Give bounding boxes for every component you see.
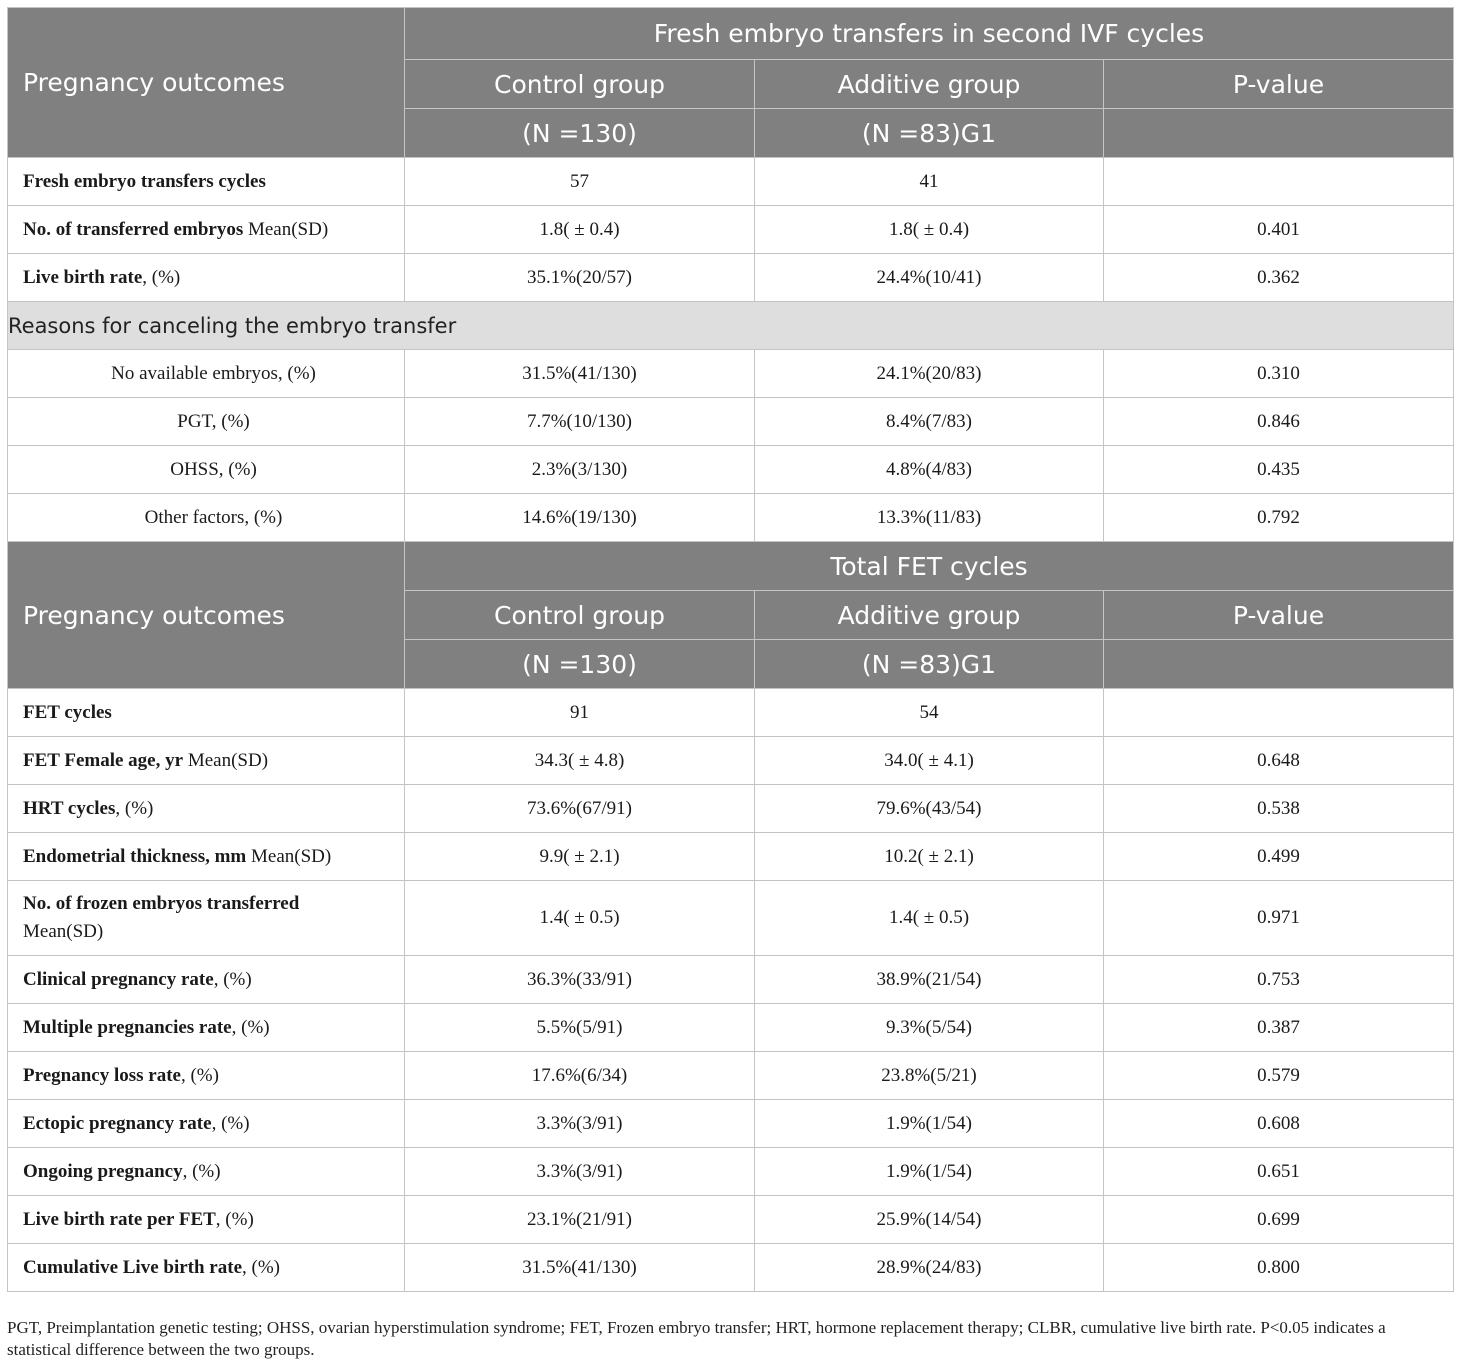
row-label: OHSS, (%) (8, 446, 405, 494)
row-label: No available embryos, (%) (8, 350, 405, 398)
row-label: HRT cycles, (%) (8, 785, 405, 833)
control-value: 3.3%(3/91) (405, 1148, 755, 1196)
control-value: 7.7%(10/130) (405, 398, 755, 446)
row-label: Multiple pregnancies rate, (%) (8, 1004, 405, 1052)
additive-value: 9.3%(5/54) (755, 1004, 1104, 1052)
control-value: 3.3%(3/91) (405, 1100, 755, 1148)
row-label: Cumulative Live birth rate, (%) (8, 1244, 405, 1292)
p-value: 0.435 (1104, 446, 1454, 494)
control-value: 36.3%(33/91) (405, 956, 755, 1004)
additive-value: 23.8%(5/21) (755, 1052, 1104, 1100)
table-row (8, 785, 1454, 833)
p-value: 0.608 (1104, 1100, 1454, 1148)
p-value (1104, 158, 1454, 206)
p-value: 0.800 (1104, 1244, 1454, 1292)
control-value: 34.3( ± 4.8) (405, 737, 755, 785)
control-value: 14.6%(19/130) (405, 494, 755, 542)
row-label: Pregnancy loss rate, (%) (8, 1052, 405, 1100)
table-row (8, 1004, 1454, 1052)
control-group-header: Control group (405, 60, 755, 109)
additive-value: 4.8%(4/83) (755, 446, 1104, 494)
control-value: 31.5%(41/130) (405, 1244, 755, 1292)
p-value: 0.499 (1104, 833, 1454, 881)
section-title: Reasons for canceling the embryo transfer (8, 302, 1454, 350)
p-value-n-blank (1104, 640, 1454, 689)
control-value: 73.6%(67/91) (405, 785, 755, 833)
section-row (8, 302, 1454, 350)
control-value: 5.5%(5/91) (405, 1004, 755, 1052)
p-value: 0.401 (1104, 206, 1454, 254)
control-value: 2.3%(3/130) (405, 446, 755, 494)
additive-value: 41 (755, 158, 1104, 206)
p-value: 0.648 (1104, 737, 1454, 785)
row-label: No. of transferred embryos Mean(SD) (8, 206, 405, 254)
row-label: FET Female age, yr Mean(SD) (8, 737, 405, 785)
table-row (8, 1148, 1454, 1196)
results-table (7, 7, 1454, 1292)
control-value: 9.9( ± 2.1) (405, 833, 755, 881)
row-label: PGT, (%) (8, 398, 405, 446)
table-row (8, 446, 1454, 494)
control-value: 57 (405, 158, 755, 206)
control-value: 91 (405, 689, 755, 737)
table-row (8, 254, 1454, 302)
additive-value: 8.4%(7/83) (755, 398, 1104, 446)
p-value: 0.699 (1104, 1196, 1454, 1244)
additive-value: 34.0( ± 4.1) (755, 737, 1104, 785)
header-row-title (8, 542, 1454, 591)
p-value: 0.387 (1104, 1004, 1454, 1052)
p-value: 0.792 (1104, 494, 1454, 542)
control-value: 1.8( ± 0.4) (405, 206, 755, 254)
additive-group-header: Additive group (755, 60, 1104, 109)
additive-value: 54 (755, 689, 1104, 737)
additive-n: (N =83)G1 (755, 109, 1104, 158)
p-value-header: P-value (1104, 60, 1454, 109)
row-label-header: Pregnancy outcomes (8, 542, 405, 689)
p-value: 0.651 (1104, 1148, 1454, 1196)
p-value: 0.846 (1104, 398, 1454, 446)
table-row (8, 1244, 1454, 1292)
row-label: Ongoing pregnancy, (%) (8, 1148, 405, 1196)
table-row (8, 206, 1454, 254)
control-value: 31.5%(41/130) (405, 350, 755, 398)
table-row (8, 956, 1454, 1004)
table-row (8, 1100, 1454, 1148)
table-row (8, 689, 1454, 737)
p-value: 0.538 (1104, 785, 1454, 833)
row-label: No. of frozen embryos transferred Mean(SD) (8, 881, 405, 956)
additive-value: 38.9%(21/54) (755, 956, 1104, 1004)
table-row (8, 881, 1454, 956)
row-label: Clinical pregnancy rate, (%) (8, 956, 405, 1004)
table-row (8, 350, 1454, 398)
row-label: Fresh embryo transfers cycles (8, 158, 405, 206)
control-n: (N =130) (405, 640, 755, 689)
control-value: 1.4( ± 0.5) (405, 881, 755, 956)
control-value: 35.1%(20/57) (405, 254, 755, 302)
additive-value: 79.6%(43/54) (755, 785, 1104, 833)
table-row (8, 833, 1454, 881)
table-row (8, 1052, 1454, 1100)
p-value-n-blank (1104, 109, 1454, 158)
table-footnote: PGT, Preimplantation genetic testing; OHSS, ovarian hyperstimulation syndrome; FET, Frozen embryo transfer; HRT, hormone replacement therapy; CLBR, cumulative live birth rate. P<0.05 indicates a statistical difference between the two groups. (7, 1318, 1386, 1359)
table-title: Total FET cycles (405, 542, 1454, 591)
control-group-header: Control group (405, 591, 755, 640)
additive-value: 24.4%(10/41) (755, 254, 1104, 302)
row-label: Endometrial thickness, mm Mean(SD) (8, 833, 405, 881)
p-value: 0.362 (1104, 254, 1454, 302)
additive-n: (N =83)G1 (755, 640, 1104, 689)
additive-value: 13.3%(11/83) (755, 494, 1104, 542)
p-value (1104, 689, 1454, 737)
control-n: (N =130) (405, 109, 755, 158)
additive-group-header: Additive group (755, 591, 1104, 640)
control-value: 23.1%(21/91) (405, 1196, 755, 1244)
row-label: Other factors, (%) (8, 494, 405, 542)
header-row-title (8, 8, 1454, 60)
additive-value: 10.2( ± 2.1) (755, 833, 1104, 881)
additive-value: 1.4( ± 0.5) (755, 881, 1104, 956)
p-value: 0.310 (1104, 350, 1454, 398)
table-row (8, 737, 1454, 785)
table-row (8, 1196, 1454, 1244)
additive-value: 1.8( ± 0.4) (755, 206, 1104, 254)
p-value: 0.753 (1104, 956, 1454, 1004)
p-value-header: P-value (1104, 591, 1454, 640)
table-title: Fresh embryo transfers in second IVF cycles (405, 8, 1454, 60)
table-row (8, 158, 1454, 206)
control-value: 17.6%(6/34) (405, 1052, 755, 1100)
additive-value: 1.9%(1/54) (755, 1148, 1104, 1196)
additive-value: 1.9%(1/54) (755, 1100, 1104, 1148)
row-label: FET cycles (8, 689, 405, 737)
p-value: 0.971 (1104, 881, 1454, 956)
additive-value: 24.1%(20/83) (755, 350, 1104, 398)
table-row (8, 494, 1454, 542)
p-value: 0.579 (1104, 1052, 1454, 1100)
row-label: Live birth rate per FET, (%) (8, 1196, 405, 1244)
row-label-header: Pregnancy outcomes (8, 8, 405, 158)
additive-value: 25.9%(14/54) (755, 1196, 1104, 1244)
row-label: Ectopic pregnancy rate, (%) (8, 1100, 405, 1148)
table-row (8, 398, 1454, 446)
row-label: Live birth rate, (%) (8, 254, 405, 302)
additive-value: 28.9%(24/83) (755, 1244, 1104, 1292)
